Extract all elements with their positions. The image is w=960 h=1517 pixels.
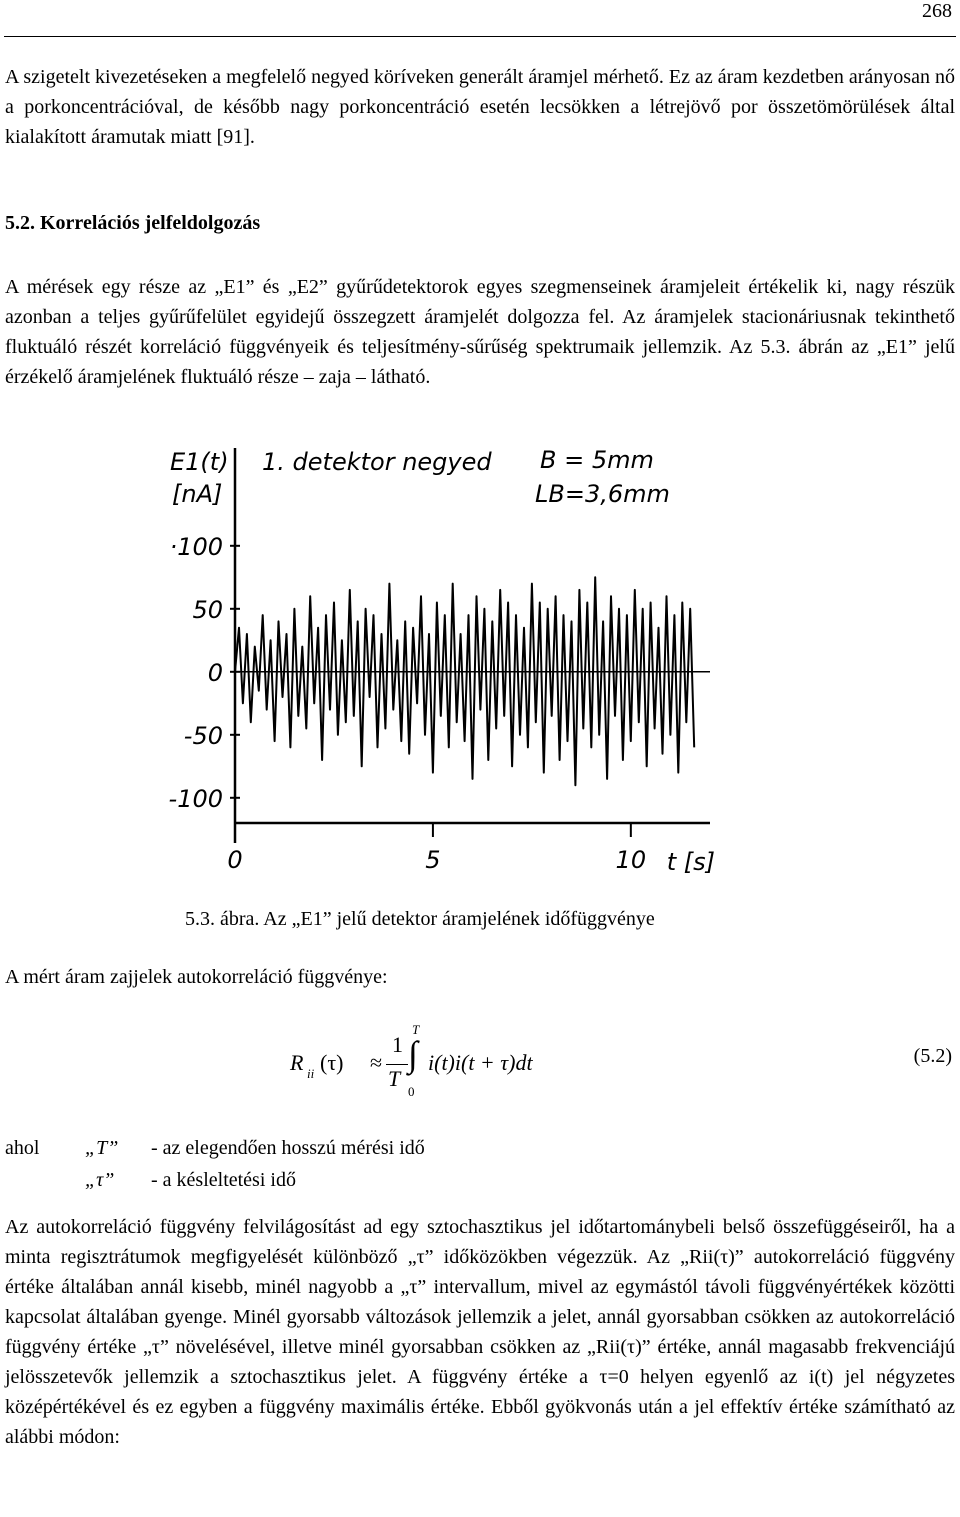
symbol-tau: „τ” bbox=[85, 1169, 115, 1191]
eq-lhs-arg: (τ) bbox=[320, 1050, 344, 1075]
equation-number: (5.2) bbox=[913, 1045, 952, 1067]
definition-row-T bbox=[5, 1132, 705, 1164]
annotation-detector: 1. detektor negyed bbox=[262, 448, 492, 476]
symbol-definitions bbox=[5, 1132, 705, 1196]
y-tick-label: 50 bbox=[192, 595, 223, 624]
eq-frac-den: T bbox=[388, 1066, 401, 1091]
x-tick-label: 10 bbox=[615, 846, 647, 874]
where-label: ahol bbox=[5, 1137, 40, 1159]
signal-trace bbox=[235, 577, 694, 785]
eq-int-lower: 0 bbox=[408, 1084, 415, 1099]
page-number: 268 bbox=[922, 0, 952, 22]
xlabel: t [s] bbox=[666, 848, 715, 876]
section-heading: 5.2. Korrelációs jelfeldolgozás bbox=[5, 212, 261, 234]
eq-lhs-sub: ii bbox=[307, 1066, 315, 1081]
y-tick-label: -50 bbox=[183, 721, 223, 750]
x-tick-label: 5 bbox=[425, 846, 441, 874]
definition-tau: - a késleltetési idő bbox=[151, 1169, 296, 1191]
header-rule bbox=[4, 36, 956, 37]
y-tick-label: 0 bbox=[207, 658, 223, 687]
figure-5-3 bbox=[150, 438, 730, 888]
symbol-T: „T” bbox=[85, 1137, 119, 1159]
eq-frac-bar bbox=[386, 1064, 408, 1065]
eq-approx: ≈ bbox=[370, 1050, 383, 1075]
equation-5-2 bbox=[290, 1022, 670, 1114]
eq-lhs-R: R bbox=[290, 1050, 304, 1075]
definition-row-tau bbox=[5, 1164, 705, 1196]
y-tick-label: ·100 bbox=[169, 532, 223, 561]
eq-integrand: i(t)i(t + τ)dt bbox=[428, 1050, 533, 1075]
figure-caption: 5.3. ábra. Az „E1” jelű detektor áramjelének időfüggvénye bbox=[185, 908, 655, 930]
ylabel-line1: E1(t) bbox=[170, 448, 229, 476]
paragraph-measurements: A mérések egy része az „E1” és „E2” gyűrűdetektorok egyes szegmenseinek áramjeleit értékelik ki, nagy részük azonban a teljes gyűrűfelület egyidejű összegzett áramjelét dolgozza fel. Az áramjelek stacionáriusnak tekinthető fluktuáló részét korreláció függvényeik és teljesítmény-sűrűség spektrumaik jellemzik. Az 5.3. ábrán az „E1” jelű érzékelő áramjelének fluktuáló része – zaja – látható. bbox=[5, 276, 955, 388]
paragraph-intro: A szigetelt kivezetéseken a megfelelő negyed köríveken generált áramjel mérhető. Ez az áram kezdetben arányosan nő a porkoncentrációval, de később nagy porkoncentráció esetén lecsökken a létrejövő por összetömörülések által kialakított áramutak miatt [91]. bbox=[5, 66, 955, 148]
ylabel-line2: [nA] bbox=[172, 480, 223, 508]
signal-chart bbox=[150, 438, 730, 888]
definition-T: - az elegendően hosszú mérési idő bbox=[151, 1137, 425, 1159]
autocorrelation-intro: A mért áram zajjelek autokorreláció függvénye: bbox=[5, 966, 388, 988]
annotation-lb: LB=3,6mm bbox=[535, 480, 670, 508]
eq-int-upper: T bbox=[412, 1022, 420, 1037]
annotation-b: B = 5mm bbox=[540, 446, 654, 474]
paragraph-autocorrelation: Az autokorreláció függvény felvilágosítást ad egy sztochasztikus jel időtartománybeli belső összefüggéseiről, ha a minta regisztrátumok megfigyelését különböző „τ” időközökben végezzük. Az „Rii(τ)” autokorreláció függvény értéke általában annál kisebb, minél nagyobb a „τ” intervallum, mivel az egymástól távoli függvényértékek közötti kapcsolat általában gyenge. Minél gyorsabb változások jellemzik a jelet, annál gyorsabban csökken az autokorreláció függvény értéke „τ” növelésével, illetve minél gyorsabban csökken az „Rii(τ)” értéke, annál magasabb frekvenciájú jelösszetevők jellemzik a sztochasztikus jelet. A függvény értéke a τ=0 helyen egyenlő az i(t) jel négyzetes középértékével és ez egyben a függvény maximális értéke. Ebből gyökvonás után a jel effektív értéke számítható az alábbi módon: bbox=[5, 1216, 955, 1448]
eq-integral-sign: ∫ bbox=[408, 1034, 418, 1074]
eq-frac-num: 1 bbox=[392, 1032, 403, 1057]
y-tick-label: -100 bbox=[168, 784, 223, 813]
chart-trace bbox=[235, 577, 694, 785]
x-tick-label: 0 bbox=[227, 846, 243, 874]
